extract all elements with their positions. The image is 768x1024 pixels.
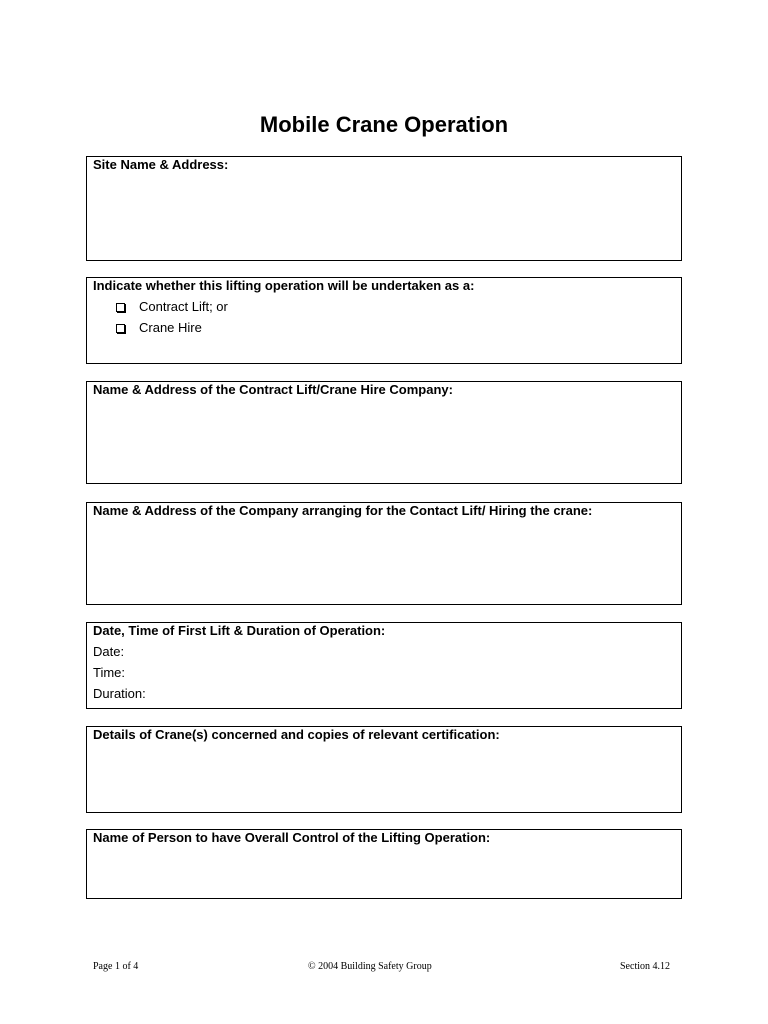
site-name-address-label: Site Name & Address:	[93, 157, 229, 172]
site-name-address-box[interactable]	[86, 156, 682, 261]
crane-details-box[interactable]	[86, 726, 682, 813]
contractor-label: Name & Address of the Contract Lift/Crane Hire Company:	[93, 382, 453, 397]
option-crane-hire-label: Crane Hire	[139, 320, 202, 335]
footer-section: Section 4.12	[620, 961, 670, 972]
option-contract-lift[interactable]	[87, 299, 681, 314]
schedule-box	[86, 622, 682, 709]
lift-type-label: Indicate whether this lifting operation will be undertaken as a:	[93, 278, 475, 293]
controller-label: Name of Person to have Overall Control of the Lifting Operation:	[93, 830, 491, 845]
lift-type-box	[86, 277, 682, 364]
date-field[interactable]: Date:	[93, 644, 125, 659]
controller-box[interactable]	[86, 829, 682, 899]
checkbox-crane-hire[interactable]	[116, 324, 125, 333]
checkbox-contract-lift[interactable]	[116, 303, 125, 312]
arranger-box[interactable]	[86, 502, 682, 605]
arranger-label: Name & Address of the Company arranging for the Contact Lift/ Hiring the crane:	[93, 503, 593, 518]
option-contract-lift-label: Contract Lift; or	[139, 299, 228, 314]
schedule-label: Date, Time of First Lift & Duration of Operation:	[93, 623, 386, 638]
option-crane-hire[interactable]	[87, 320, 681, 335]
page-title: Mobile Crane Operation	[259, 112, 509, 137]
footer-copyright: © 2004 Building Safety Group	[308, 961, 432, 972]
time-field[interactable]: Time:	[93, 665, 126, 680]
crane-details-label: Details of Crane(s) concerned and copies of relevant certification:	[93, 727, 500, 742]
footer-page-number: Page 1 of 4	[93, 961, 139, 972]
contractor-box[interactable]	[86, 381, 682, 484]
duration-field[interactable]: Duration:	[93, 686, 146, 701]
